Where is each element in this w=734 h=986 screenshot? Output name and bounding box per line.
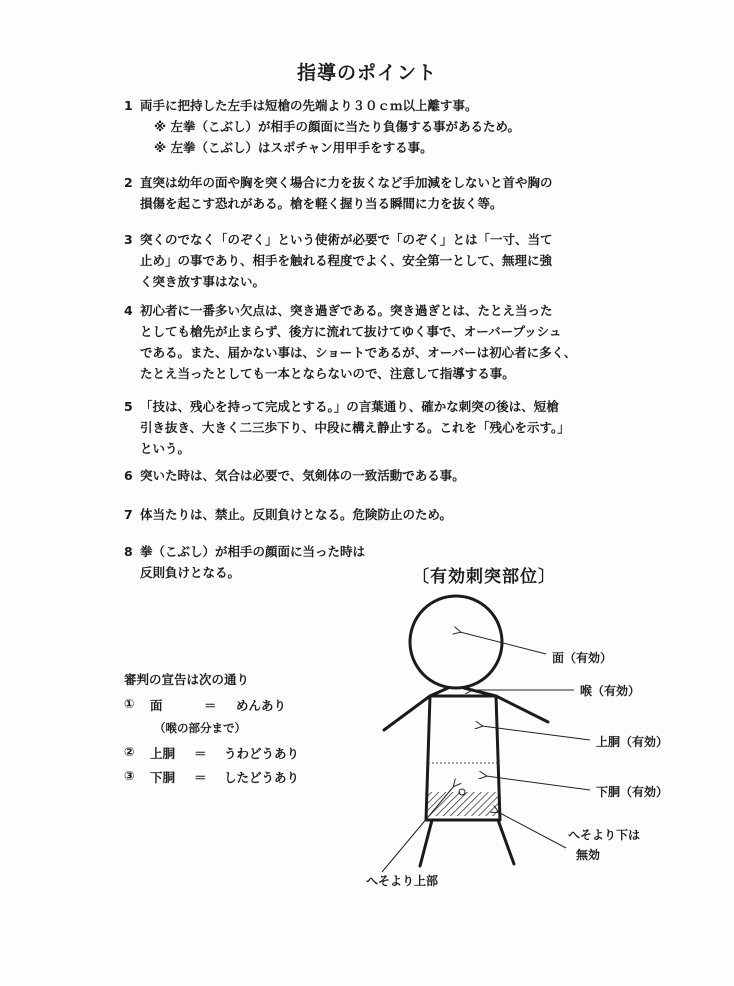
upper-pointer [382, 786, 454, 872]
right-arm-shape [496, 696, 548, 722]
item-text: としても槍先が止まらず、後方に流れて抜けてゆく事で、オーバープッシュ [140, 324, 562, 339]
item-number: 7 [124, 507, 133, 522]
item-text: く突き放す事はない。 [140, 274, 266, 289]
left-leg-shape [420, 820, 432, 866]
head-shape [410, 596, 502, 688]
item-text: である。また、届かない事は、ショートであるが、オーバーは初心者に多く、 [140, 345, 577, 360]
item-text: 両手に把持した左手は短槍の先端より３０ｃｍ以上離す事。 [140, 98, 478, 113]
item-text: 止め」の事であり、相手を触れる程度でよく、安全第一として、無理に強 [140, 253, 553, 268]
label-invalid: へそより下は [568, 828, 641, 842]
verdict-equals: ＝ [204, 698, 217, 713]
label-men: 面（有効） [552, 651, 613, 665]
item-text: 損傷を起こす恐れがある。槍を軽く握り当る瞬間に力を抜く等。 [140, 196, 503, 211]
left-arm-shape [384, 696, 430, 730]
verdict-mark: ② [124, 744, 135, 759]
item-text: 初心者に一番多い欠点は、突き過ぎである。突き過ぎとは、たとえ当った [140, 303, 553, 318]
item-text: 引き抜き、大きく二三歩下り、中段に構え静止する。これを「残心を示す。」 [140, 420, 570, 435]
item-number: 5 [124, 399, 133, 414]
item-text: 突いた時は、気合は必要で、気剣体の一致活動である事。 [140, 468, 465, 483]
item-text: 直突は幼年の面や胸を突く場合に力を抜くなど手加減をしないと首や胸の [140, 175, 553, 190]
item-number: 6 [124, 468, 133, 483]
verdict-note: （喉の部分まで） [154, 721, 246, 735]
item-text: 拳（こぶし）が相手の顔面に当った時は [140, 544, 366, 559]
verdict-call: めんあり [236, 698, 287, 713]
label-nodo: 喉（有効） [580, 684, 641, 698]
verdict-target: 面 [150, 698, 163, 713]
verdict-target: 下胴 [150, 770, 176, 785]
label-uwado: 上胴（有効） [596, 735, 669, 749]
verdict-mark: ① [124, 696, 135, 711]
right-leg-shape [498, 820, 514, 864]
item-text: 体当たりは、禁止。反則負けとなる。危険防止のため。 [140, 507, 453, 522]
label-shitado: 下胴（有効） [596, 785, 669, 799]
item-text: 「技は、残心を持って完成とする。」の言葉通り、確かな刺突の後は、短槍 [140, 399, 559, 414]
item-number: 4 [124, 303, 133, 318]
item-number: 8 [124, 544, 133, 559]
verdict-call: うわどうあり [224, 746, 300, 761]
item-note: ※ 左拳（こぶし）はスポチャン用甲手をする事。 [154, 140, 433, 155]
shitado-pointer [486, 776, 590, 790]
page-title: 指導のポイント [296, 62, 437, 84]
item-number: 2 [124, 175, 133, 190]
verdict-mark: ③ [124, 768, 135, 783]
invalid-pointer [498, 812, 566, 848]
item-note: ※ 左拳（こぶし）が相手の顔面に当たり負傷する事があるため。 [154, 119, 521, 134]
item-text: という。 [140, 441, 191, 456]
label-invalid-2: 無効 [576, 848, 601, 862]
item-number: 3 [124, 232, 133, 247]
item-text: 反則負けとなる。 [140, 565, 241, 580]
item-text: 突くのでなく「のぞく」という使術が必要で「のぞく」とは「一寸、当て [140, 232, 553, 247]
verdict-equals: ＝ [194, 746, 207, 761]
item-text: たとえ当ったとしても一本とならないので、注意して指導する事。 [140, 366, 515, 381]
label-upper: へそより上部 [366, 874, 439, 888]
item-number: 1 [124, 98, 133, 113]
verdict-call: したどうあり [224, 770, 300, 785]
verdict-heading: 審判の宣告は次の通り [124, 672, 250, 687]
verdict-target: 上胴 [150, 746, 176, 761]
verdict-equals: ＝ [194, 770, 207, 785]
diagram-title: 〔有効刺突部位〕 [412, 567, 556, 587]
